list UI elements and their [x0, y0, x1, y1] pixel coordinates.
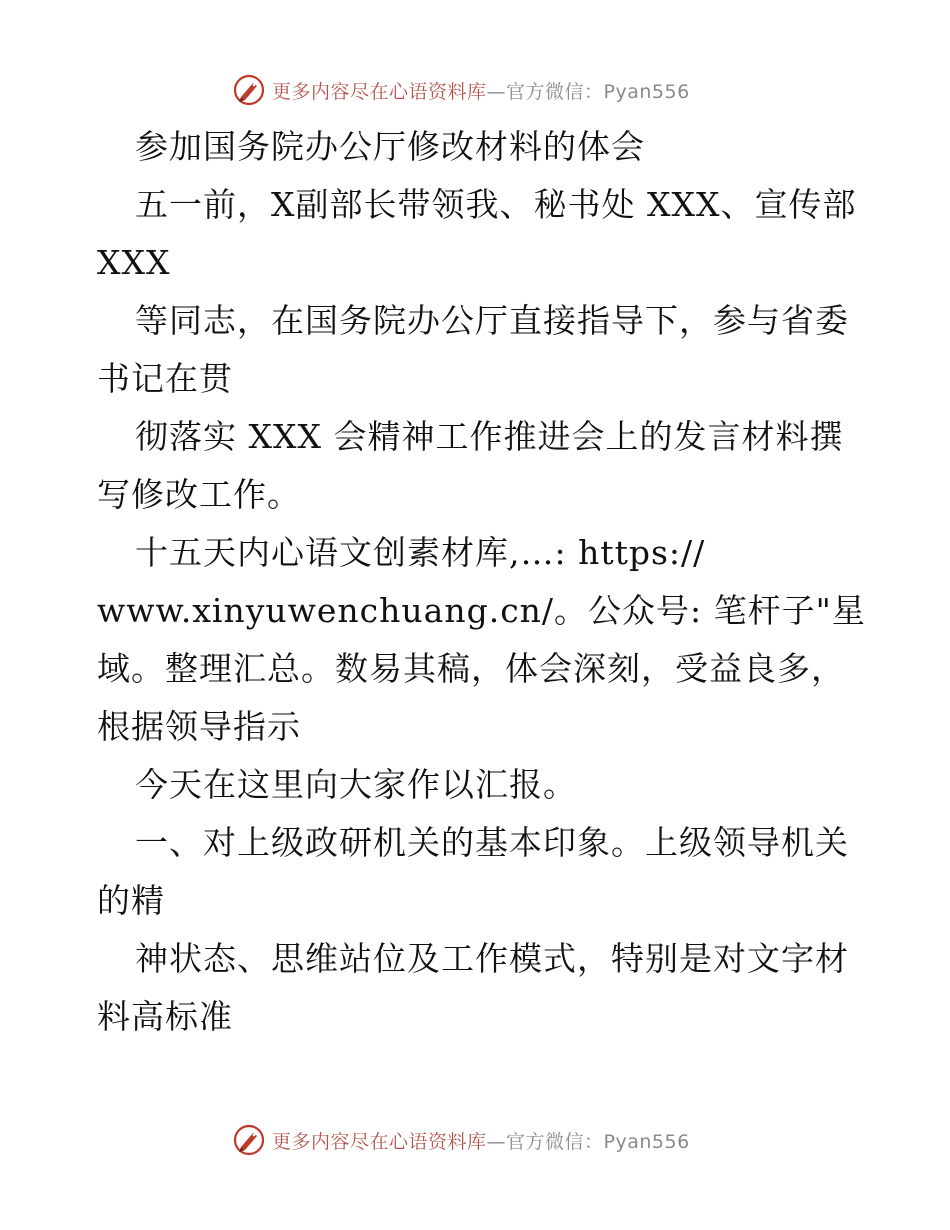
banner-wechat: 官方微信：Pyan556 — [506, 1130, 690, 1153]
pen-logo-icon — [232, 1123, 266, 1157]
banner-site-name: 更多内容尽在心语资料库 — [272, 80, 487, 103]
banner-text — [272, 77, 690, 104]
banner-dash: — — [486, 1130, 507, 1153]
paragraph-line: 五一前，X副部长带领我、秘书处 XXX、宣传部 — [135, 185, 857, 224]
paragraph-line: 的精 — [97, 881, 165, 920]
pen-logo-icon — [232, 73, 266, 107]
paragraph-line: 等同志，在国务院办公厅直接指导下，参与省委 — [135, 301, 849, 340]
banner-text — [272, 1127, 690, 1154]
document-title: 参加国务院办公厅修改材料的体会 — [135, 127, 645, 166]
paragraph-line: 今天在这里向大家作以汇报。 — [135, 765, 577, 804]
header-watermark-banner — [232, 70, 690, 110]
footer-watermark-banner — [232, 1120, 690, 1160]
banner-dash: — — [486, 80, 507, 103]
paragraph-line: 域。整理汇总。数易其稿，体会深刻，受益良多， — [97, 649, 845, 688]
banner-site-name: 更多内容尽在心语资料库 — [272, 1130, 487, 1153]
paragraph-line: 写修改工作。 — [97, 475, 301, 514]
document-body — [97, 118, 866, 1046]
paragraph-line: 彻落实 XXX 会精神工作推进会上的发言材料撰 — [135, 417, 844, 456]
paragraph-line: www.xinyuwenchuang.cn/。公众号: 笔杆子"星 — [97, 591, 866, 630]
paragraph-line: 书记在贯 — [97, 359, 233, 398]
paragraph-line: 根据领导指示 — [97, 707, 301, 746]
paragraph-line: 神状态、思维站位及工作模式，特别是对文字材 — [135, 939, 849, 978]
section-heading-line: 一、对上级政研机关的基本印象。上级领导机关 — [135, 823, 849, 862]
paragraph-line: 料高标准 — [97, 997, 233, 1036]
paragraph-line: XXX — [97, 243, 171, 282]
paragraph-line: 十五天内心语文创素材库,…: https:// — [135, 533, 706, 572]
banner-wechat: 官方微信：Pyan556 — [506, 80, 690, 103]
